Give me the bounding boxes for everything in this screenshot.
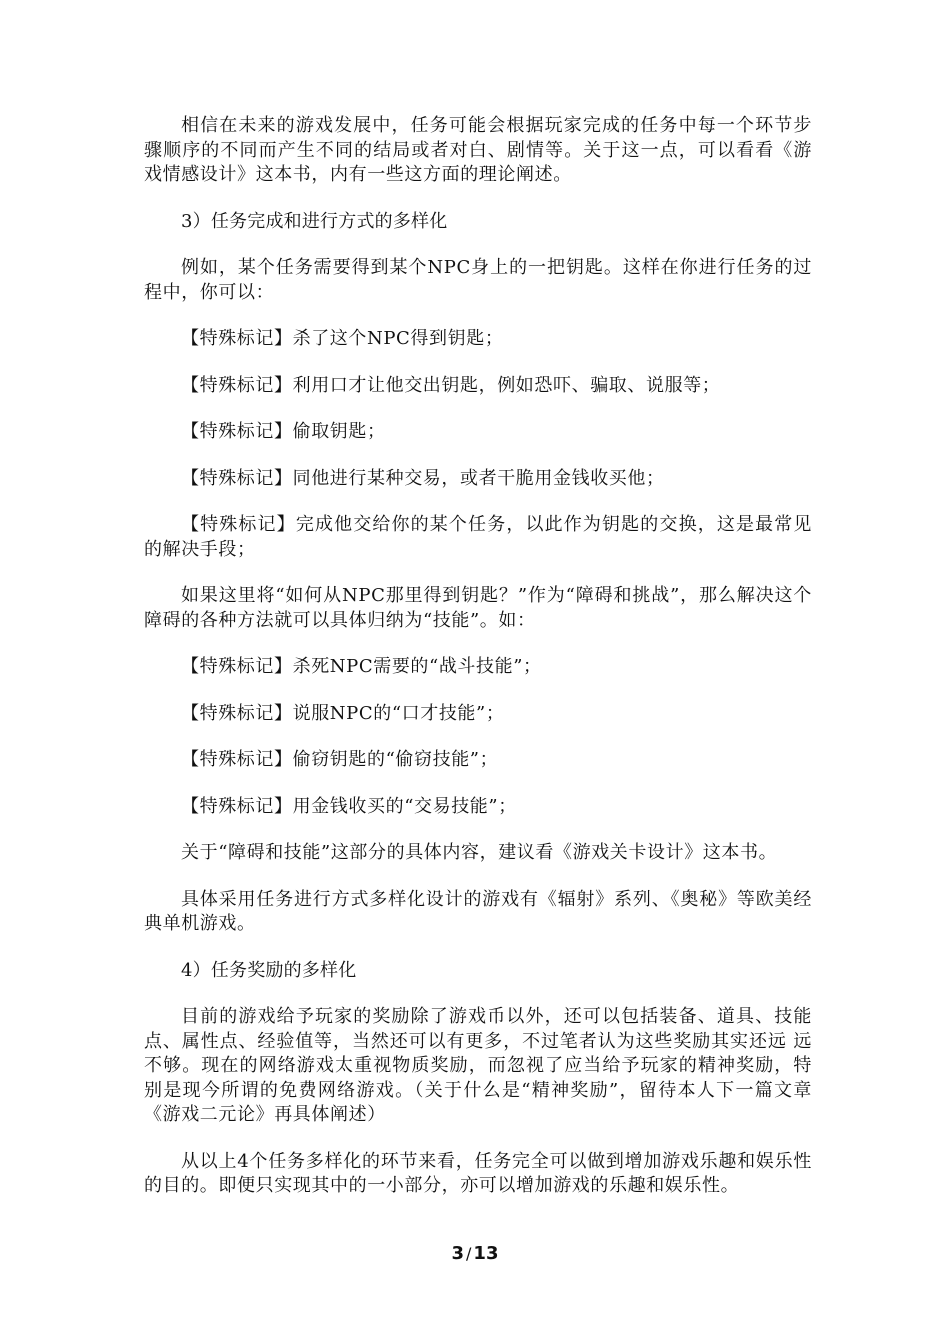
list-item-trade: 【特殊标记】同他进行某种交易，或者干脆用金钱收买他； (181, 467, 665, 489)
paragraph-npc-key-example: 例如，某个任务需要得到某个NPC身上的一把钥匙。这样在你进行任务的过程中，你可以： (144, 257, 812, 303)
paragraph-level-design-book: 关于“障碍和技能”这部分的具体内容，建议看《游戏关卡设计》这本书。 (181, 842, 778, 863)
list-item-trading-skill: 【特殊标记】用金钱收买的“交易技能”； (181, 795, 517, 817)
section-heading-3: 3）任务完成和进行方式的多样化 (181, 210, 448, 232)
list-item-complete-task: 【特殊标记】完成他交给你的某个任务，以此作为钥匙的交换，这是最常见的解决手段； (144, 514, 812, 560)
list-item-eloquence-skill: 【特殊标记】说服NPC的“口才技能”； (181, 702, 505, 724)
list-item-steal: 【特殊标记】偷取钥匙； (181, 421, 386, 442)
page-current: 3 (451, 1243, 465, 1264)
page-number (0, 1243, 950, 1264)
paragraph-obstacles-skills: 如果这里将“如何从NPC那里得到钥匙？”作为“障碍和挑战”，那么解决这个障碍的各种方法就可以具体归纳为“技能”。如： (144, 585, 812, 631)
paragraph-rewards: 目前的游戏给予玩家的奖励除了游戏币以外，还可以包括装备、道具、技能点、属性点、经验值等，当然还可以有更多，不过笔者认为这些奖励其实还远 远不够。现在的网络游戏太重视物质奖励，而忽视了应当给予玩家的精神奖励，特别是现今所谓的免费网络游戏。（关于什么是“精神奖励”，留待本人下一篇文章 《游戏二元论》再具体阐述） (144, 1006, 812, 1125)
list-item-stealing-skill: 【特殊标记】偷窃钥匙的“偷窃技能”； (181, 749, 499, 770)
paragraph-conclusion: 从以上4个任务多样化的环节来看，任务完全可以做到增加游戏乐趣和娱乐性的目的。即便只实现其中的一小部分，亦可以增加游戏的乐趣和娱乐性。 (144, 1150, 812, 1196)
list-item-kill-npc: 【特殊标记】杀了这个NPC得到钥匙； (181, 328, 504, 349)
paragraph-example-games: 具体采用任务进行方式多样化设计的游戏有《辐射》系列、《奥秘》等欧美经典单机游戏。 (144, 888, 812, 934)
paragraph-future-quests: 相信在未来的游戏发展中，任务可能会根据玩家完成的任务中每一个环节步骤顺序的不同而产生不同的结局或者对白、剧情等。关于这一点，可以看看《游戏情感设计》这本书，内有一些这方面的理论阐述。 (144, 115, 812, 185)
section-heading-4: 4）任务奖励的多样化 (181, 959, 357, 981)
list-item-persuade: 【特殊标记】利用口才让他交出钥匙，例如恐吓、骗取、说服等； (181, 374, 721, 396)
page-separator: / (466, 1244, 472, 1263)
document-body (144, 114, 812, 1221)
page-total: 13 (473, 1243, 499, 1264)
list-item-combat-skill: 【特殊标记】杀死NPC需要的“战斗技能”； (181, 656, 542, 677)
